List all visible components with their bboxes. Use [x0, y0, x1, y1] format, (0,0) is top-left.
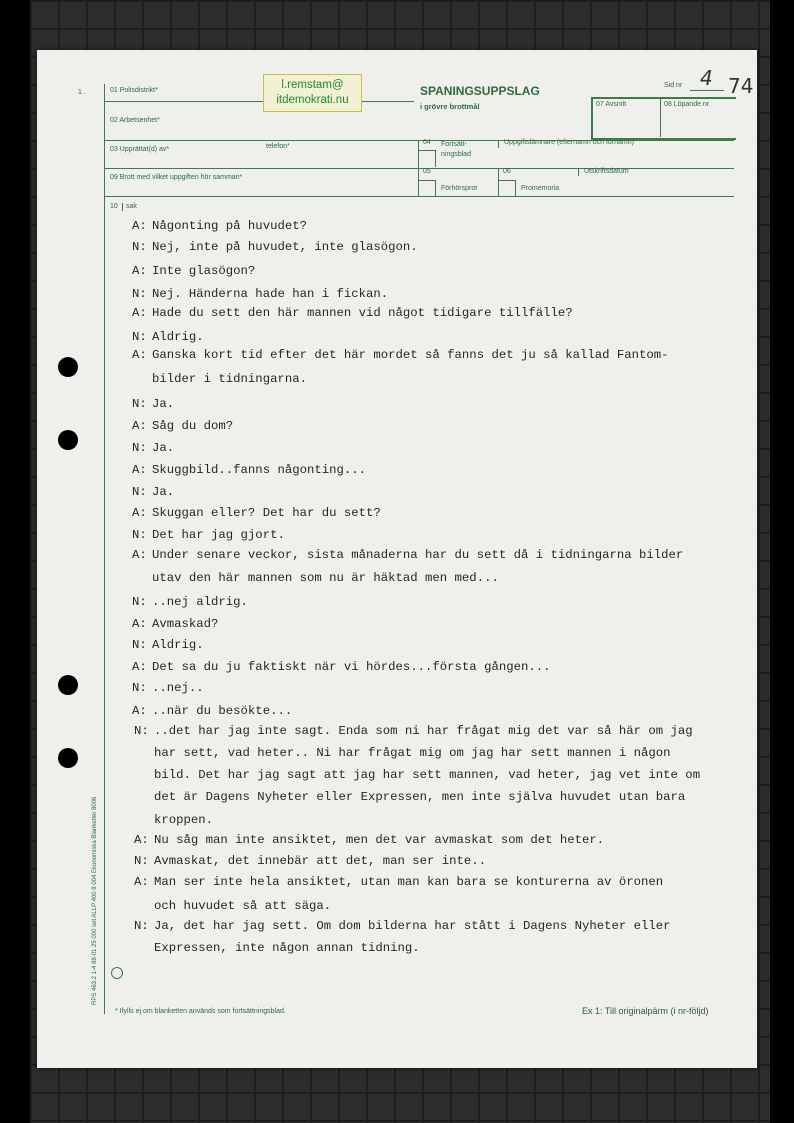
transcript-line — [134, 854, 486, 868]
utterance-text: Nej, inte på huvudet, inte glasögon. — [152, 240, 418, 254]
speaker-label: N: — [132, 397, 147, 411]
forhorsprot-label: Förhörsprot — [441, 185, 478, 192]
field-04-label: 04 — [423, 139, 431, 146]
utterance-text: Ja. — [152, 397, 175, 411]
field-06-label: 06 — [503, 168, 511, 175]
transcript-line — [134, 724, 693, 738]
utterance-text: det är Dagens Nyheter eller Expressen, men inte själva huvudet utan bara — [154, 790, 686, 804]
stamp-line-1: l.remstam@ — [281, 79, 344, 91]
utskriftsdatum-label: Utskriftsdatum — [584, 168, 629, 175]
transcript-line — [134, 813, 213, 827]
speaker-label: N: — [132, 595, 147, 609]
uppgiftslamnare-label: Uppgiftslämnare (efternamn och förnamn) — [504, 139, 634, 146]
speaker-label: A: — [132, 348, 147, 362]
transcript-line — [132, 660, 550, 674]
transcript-line — [132, 372, 307, 386]
transcript-line — [134, 768, 700, 782]
rule — [104, 101, 414, 102]
speaker-label: A: — [132, 660, 147, 674]
fortsattningsblad-label-2: ningsblad — [441, 151, 471, 158]
field-01-label: 01 Polisdistrikt* — [110, 87, 158, 94]
transcript-line — [134, 899, 331, 913]
utterance-text: Aldrig. — [152, 638, 204, 652]
field-03-label: 03 Upprättat(d) av* — [110, 146, 170, 153]
utterance-text: har sett, vad heter.. Ni har frågat mig om jag har sett mannen i någon — [154, 746, 671, 760]
field-02-label: 02 Arbetsenhet* — [110, 117, 160, 124]
transcript-line — [132, 571, 499, 585]
punch-hole — [58, 675, 78, 695]
transcript-line — [134, 833, 604, 847]
speaker-label: A: — [132, 617, 147, 631]
speaker-label: N: — [134, 724, 149, 738]
speaker-label: N: — [132, 287, 147, 301]
utterance-text: Inte glasögon? — [152, 264, 256, 278]
utterance-text: Ganska kort tid efter det här mordet så fanns det ju så kallad Fantom- — [152, 348, 669, 362]
transcript-line — [132, 441, 174, 455]
speaker-label: A: — [132, 306, 147, 320]
telefon-label: telefon* — [266, 143, 290, 150]
transcript-line — [132, 548, 683, 562]
rule — [104, 140, 734, 141]
utterance-text: ..nej.. — [152, 681, 204, 695]
field-05-label: 05 — [423, 168, 431, 175]
utterance-text: ..när du besökte... — [152, 704, 293, 718]
utterance-text: ..nej aldrig. — [152, 595, 248, 609]
utterance-text: bild. Det har jag sagt att jag har sett mannen, vad heter, jag vet inte om — [154, 768, 701, 782]
utterance-text: Såg du dom? — [152, 419, 234, 433]
utterance-text: Nej. Händerna hade han i fickan. — [152, 287, 389, 301]
transcript-line — [134, 941, 420, 955]
transcript-line — [132, 638, 204, 652]
speaker-label: N: — [132, 330, 147, 344]
checkbox-06[interactable] — [499, 180, 516, 197]
form-subtitle: i grövre brottmål — [420, 102, 480, 111]
speaker-label: N: — [134, 854, 149, 868]
field-10-label: 10 — [110, 203, 118, 210]
transcript-line — [132, 528, 285, 542]
transcript-line — [132, 485, 174, 499]
utterance-text: kroppen. — [154, 813, 214, 827]
utterance-text: Någonting på huvudet? — [152, 219, 307, 233]
speaker-label: N: — [132, 638, 147, 652]
promemoria-label: Promemoria — [521, 185, 560, 192]
speaker-label: A: — [132, 548, 147, 562]
transcript-line — [134, 875, 663, 889]
utterance-text: utav den här mannen som nu är häktad men med... — [152, 571, 499, 585]
utterance-text: Aldrig. — [152, 330, 204, 344]
transcript-line — [134, 790, 685, 804]
utterance-text: Man ser inte hela ansiktet, utan man kan bara se konturerna av öronen — [154, 875, 664, 889]
utterance-text: Skuggbild..fanns någonting... — [152, 463, 367, 477]
margin-rule — [104, 84, 105, 1014]
page-number-handwritten: 4 — [700, 66, 713, 90]
field-09-label: 09 Brott med vilket uppgiften hör samman* — [110, 174, 243, 181]
utterance-text: Nu såg man inte ansiktet, men det var avmaskat som det heter. — [154, 833, 605, 847]
transcript-line — [132, 617, 218, 631]
transcript-line — [132, 287, 388, 301]
binder-ring-icon — [111, 967, 123, 979]
transcript-line — [134, 746, 671, 760]
rule — [690, 90, 724, 91]
sak-label: sak — [126, 203, 137, 210]
utterance-text: Det har jag gjort. — [152, 528, 285, 542]
speaker-label: N: — [132, 441, 147, 455]
speaker-label: A: — [134, 875, 149, 889]
form-print-code: RPS 463.2 1-4 88-01 25 000 set ALLP 400 8 004 Ekonomiska Blanketter 8006 — [92, 796, 98, 1005]
total-pages-handwritten: 74 — [728, 74, 754, 98]
sid-label: Sid nr — [664, 82, 683, 89]
speaker-label: N: — [132, 681, 147, 695]
rule — [660, 97, 661, 137]
utterance-text: Expressen, inte någon annan tidning. — [154, 941, 420, 955]
speaker-label: N: — [132, 528, 147, 542]
field-07-label: 07 Avsnitt — [596, 101, 627, 108]
email-stamp — [263, 74, 362, 112]
transcript-line — [132, 264, 255, 278]
rule — [104, 168, 734, 169]
speaker-label: A: — [132, 219, 147, 233]
transcript-line — [132, 219, 307, 233]
utterance-text: bilder i tidningarna. — [152, 372, 307, 386]
form-title: SPANINGSUPPSLAG — [420, 84, 540, 98]
copy-note: Ex 1: Till originalpärm (i nr-följd) — [582, 1006, 709, 1016]
utterance-text: Under senare veckor, sista månaderna har du sett då i tidningarna bilder — [152, 548, 684, 562]
transcript-line — [132, 704, 292, 718]
transcript-line — [132, 419, 233, 433]
transcript-line — [132, 330, 204, 344]
utterance-text: Skuggan eller? Det har du sett? — [152, 506, 381, 520]
rule — [122, 203, 123, 211]
utterance-text: Ja. — [152, 441, 175, 455]
utterance-text: och huvudet så att säga. — [154, 899, 332, 913]
checkbox-04[interactable] — [419, 150, 436, 167]
speaker-label: N: — [132, 485, 147, 499]
utterance-text: Det sa du ju faktiskt när vi hördes...första gången... — [152, 660, 551, 674]
utterance-text: Ja, det har jag sett. Om dom bilderna har stått i Dagens Nyheter eller — [154, 919, 671, 933]
checkbox-05[interactable] — [419, 180, 436, 197]
speaker-label: A: — [132, 264, 147, 278]
transcript-line — [132, 681, 204, 695]
punch-hole — [58, 748, 78, 768]
transcript-line — [132, 348, 669, 362]
utterance-text: Ja. — [152, 485, 175, 499]
stamp-line-2: itdemokrati.nu — [276, 94, 349, 106]
footer-note: * Ifylls ej om blanketten används som fortsättningsblad. — [115, 1008, 286, 1015]
punch-hole — [58, 430, 78, 450]
rule — [578, 168, 579, 176]
speaker-label: A: — [134, 833, 149, 847]
speaker-label: A: — [132, 419, 147, 433]
speaker-label: N: — [132, 240, 147, 254]
speaker-label: N: — [134, 919, 149, 933]
speaker-label: A: — [132, 506, 147, 520]
page-marker: 1 . — [78, 89, 86, 96]
field-08-label: 08 Löpande nr — [664, 101, 710, 108]
speaker-label: A: — [132, 704, 147, 718]
speaker-label: A: — [132, 463, 147, 477]
transcript-line — [132, 463, 366, 477]
utterance-text: Avmaskat, det innebär att det, man ser inte.. — [154, 854, 487, 868]
utterance-text: Avmaskad? — [152, 617, 219, 631]
rule — [498, 140, 499, 148]
transcript-line — [132, 506, 381, 520]
fortsattningsblad-label-1: Fortsätt- — [441, 141, 468, 148]
transcript-line — [132, 306, 573, 320]
transcript-line — [132, 240, 418, 254]
transcript-line — [132, 595, 248, 609]
transcript-line — [134, 919, 671, 933]
transcript-line — [132, 397, 174, 411]
utterance-text: ..det har jag inte sagt. Enda som ni har frågat mig det var så här om jag — [154, 724, 693, 738]
punch-hole — [58, 357, 78, 377]
utterance-text: Hade du sett den här mannen vid något tidigare tillfälle? — [152, 306, 573, 320]
